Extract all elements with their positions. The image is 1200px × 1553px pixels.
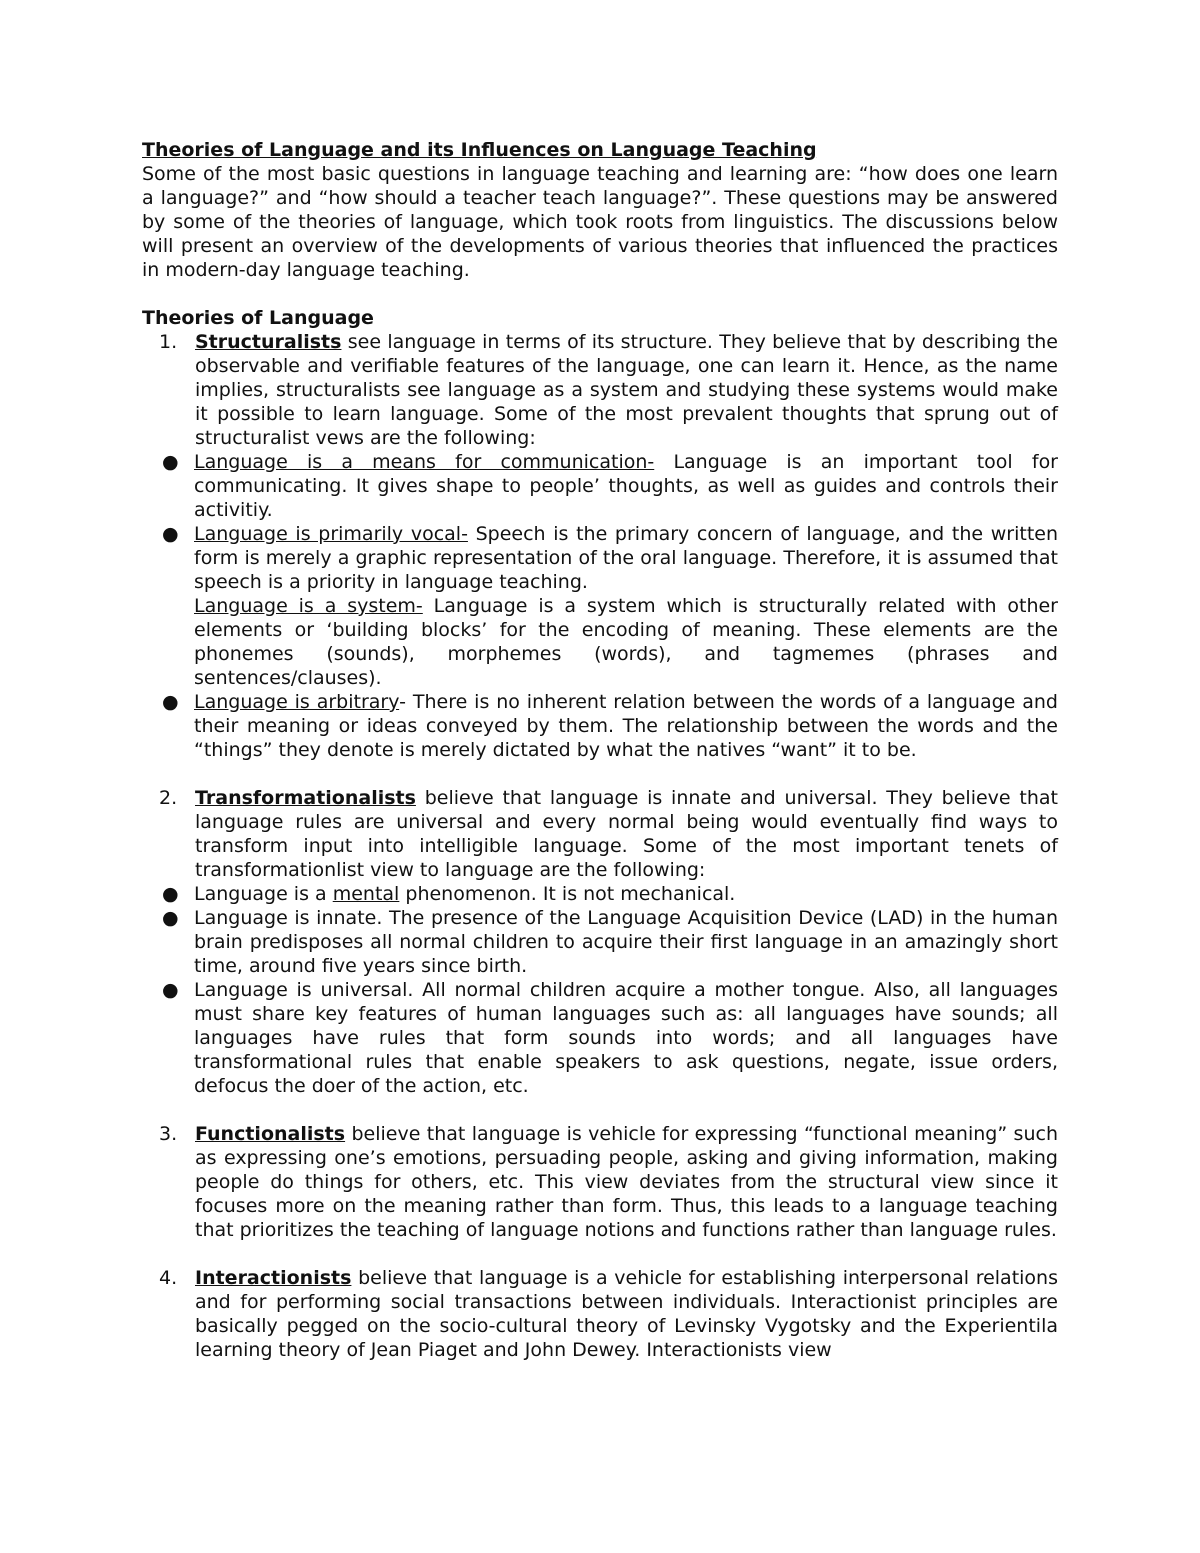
item-text: believe that language is innate and universal. They believe that language rules are universal and every normal being would eventually find ways to transform input into intelligible language. Some of the most important tenets of transformationlist view to language are the following: — [195, 787, 1058, 881]
bullet-item — [142, 450, 1058, 522]
bullet-text: Speech is the primary concern of language, and the written form is merely a graphic representation of the oral language. Therefore, it is assumed that speech is a priority in language teaching. — [194, 523, 1058, 593]
item-text: believe that language is a vehicle for establishing interpersonal relations and for performing social transactions between individuals. Interactionist principles are basically pegged on the socio-cultural theory of Levinsky Vygotsky and the Experientila learning theory of Jean Piaget and John Dewey. Interactionists view — [195, 1267, 1058, 1361]
transformationalist-bullets — [142, 882, 1058, 1098]
bullet-icon: ● — [162, 523, 179, 545]
list-item-functionalists — [142, 1122, 1058, 1242]
item-text: believe that language is vehicle for expressing “functional meaning” such as expressing one’s emotions, persuading people, asking and giving information, making people do things for others, etc. This view deviates from the structural view since it focuses more on the meaning rather than form. Thus, this leads to a language teaching that prioritizes the teaching of language notions and functions rather than language rules. — [195, 1123, 1058, 1241]
bullet-text: - There is no inherent relation between the words of a language and their meaning or ideas conveyed by them. The relationship between the words and the “things” they denote is merely dictated by what the natives “want” it to be. — [194, 691, 1058, 761]
bullet-label: Language is a system- — [194, 595, 423, 617]
bullet-item — [142, 522, 1058, 594]
bullet-icon: ● — [162, 979, 179, 1001]
bullet-label: Language is primarily vocal- — [194, 523, 468, 545]
item-number: 4. — [159, 1267, 178, 1289]
bullet-item — [142, 690, 1058, 762]
term-functionalists: Functionalists — [195, 1123, 346, 1145]
item-number: 2. — [159, 787, 178, 809]
bullet-text: Language is a system which is structurally related with other elements or ‘building blocks’ for the encoding of meaning. These elements are the phonemes (sounds), morphemes (words), and tagmemes (phrases and sentences/clauses). — [194, 595, 1058, 689]
term-interactionists: Interactionists — [195, 1267, 352, 1289]
bullet-text: Language is innate. The presence of the Language Acquisition Device (LAD) in the human brain predisposes all normal children to acquire their first language in an amazingly short time, around five years since birth. — [194, 907, 1058, 977]
bullet-label: Language is arbitrary — [194, 691, 400, 713]
document-page — [142, 138, 1058, 1362]
bullet-icon: ● — [162, 883, 179, 905]
item-number: 1. — [159, 331, 178, 353]
intro-paragraph: Some of the most basic questions in language teaching and learning are: “how does one learn a language?” and “how should a teacher teach language?”. These questions may be answered by some of the theories of language, which took roots from linguistics. The discussions below will present an overview of the developments of various theories that influenced the practices in modern-day language teaching. — [142, 163, 1058, 281]
bullet-item-no-marker — [142, 594, 1058, 690]
item-number: 3. — [159, 1123, 178, 1145]
term-structuralists: Structuralists — [195, 331, 342, 353]
term-transformationalists: Transformationalists — [195, 787, 416, 809]
bullet-item — [142, 882, 1058, 906]
bullet-text: phenomenon. It is not mechanical. — [399, 883, 736, 905]
bullet-item — [142, 906, 1058, 978]
bullet-text: Language is universal. All normal children acquire a mother tongue. Also, all languages must share key features of human languages such as: all languages have sounds; all languages have rules that form sounds into words; and all languages have transformational rules that enable speakers to ask questions, negate, issue orders, defocus the doer of the action, etc. — [194, 979, 1058, 1097]
list-item-transformationalists — [142, 786, 1058, 882]
bullet-label: Language is a means for communication- — [194, 451, 655, 473]
section-title: Theories of Language — [142, 307, 374, 329]
item-text: see language in terms of its structure. They believe that by describing the observable and verifiable features of the language, one can learn it. Hence, as the name implies, structuralists see language as a system and studying these systems would make it possible to learn language. Some of the most prevalent thoughts that sprung out of structuralist vews are the following: — [195, 331, 1058, 449]
document-title: Theories of Language and its Influences on Language Teaching — [142, 139, 817, 161]
list-item-structuralists — [142, 330, 1058, 450]
list-item-interactionists — [142, 1266, 1058, 1362]
bullet-icon: ● — [162, 907, 179, 929]
bullet-text: Language is an important tool for communicating. It gives shape to people’ thoughts, as well as guides and controls their activitiy. — [194, 451, 1058, 521]
bullet-underlined-word: mental — [332, 883, 400, 905]
bullet-icon: ● — [162, 691, 179, 713]
bullet-icon: ● — [162, 451, 179, 473]
bullet-item — [142, 978, 1058, 1098]
bullet-text: Language is a — [194, 883, 333, 905]
structuralist-bullets — [142, 450, 1058, 762]
